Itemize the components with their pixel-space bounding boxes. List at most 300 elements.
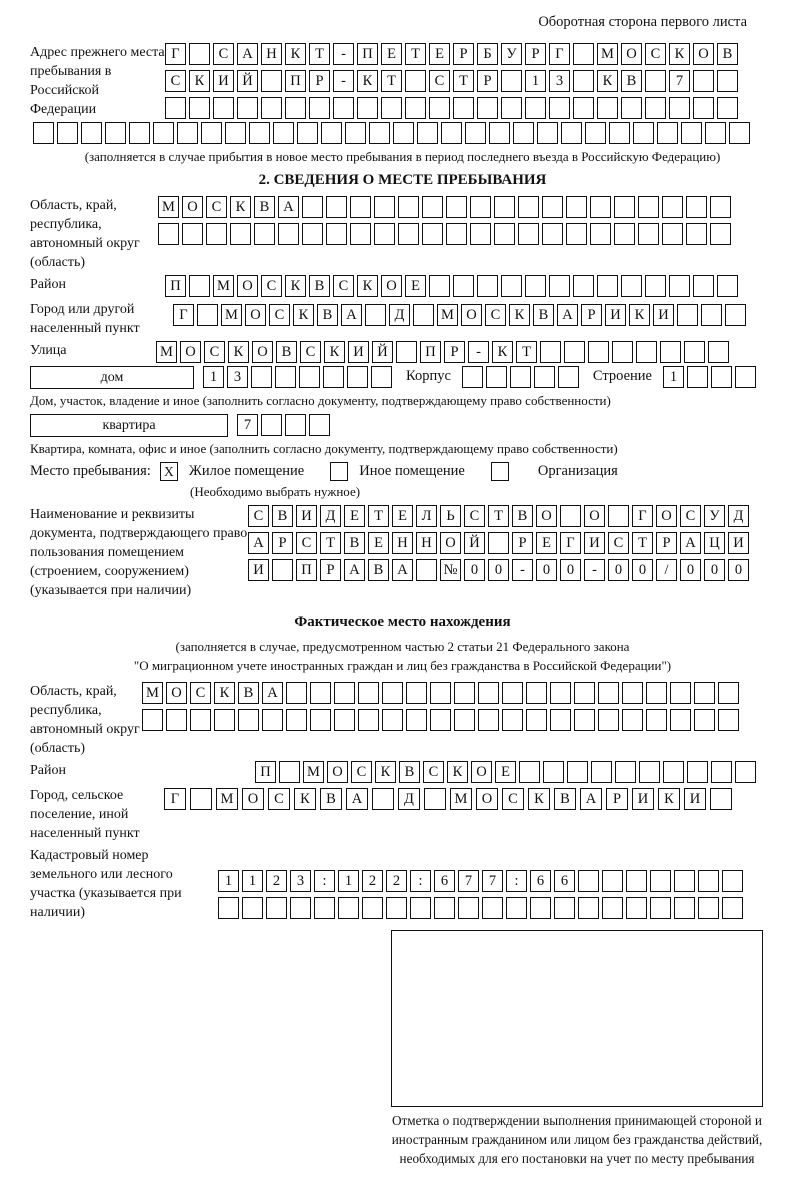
form-cell: [549, 97, 570, 119]
form-cell: [513, 122, 534, 144]
form-cell: И: [653, 304, 674, 326]
form-cell: 2: [386, 870, 407, 892]
form-cell: 0: [704, 559, 725, 581]
prev-address-row-3: [165, 97, 741, 119]
form-cell: [338, 897, 359, 919]
form-cell: 1: [242, 870, 263, 892]
form-cell: В: [320, 788, 342, 810]
form-cell: Т: [320, 532, 341, 554]
form-cell: [57, 122, 78, 144]
form-cell: :: [506, 870, 527, 892]
form-cell: Д: [320, 505, 341, 527]
form-cell: О: [252, 341, 273, 363]
form-cell: [621, 275, 642, 297]
form-cell: [237, 97, 258, 119]
form-cell: [422, 196, 443, 218]
form-cell: М: [216, 788, 238, 810]
form-cell: [321, 122, 342, 144]
house-row: [30, 366, 775, 389]
form-cell: [153, 122, 174, 144]
cadastral-label: Кадастровый номер земельного или лесного участка (указывается при наличии): [30, 848, 182, 920]
form-cell: К: [447, 761, 468, 783]
form-cell: [261, 70, 282, 92]
form-cell: [698, 870, 719, 892]
form-cell: [310, 682, 331, 704]
form-cell: Ь: [440, 505, 461, 527]
form-cell: [530, 897, 551, 919]
korpus-label: Корпус: [406, 368, 451, 384]
document-row-1: [248, 505, 752, 527]
form-cell: О: [536, 505, 557, 527]
street-row: [156, 341, 732, 363]
form-cell: Е: [381, 43, 402, 65]
form-cell: Н: [261, 43, 282, 65]
form-cell: [453, 97, 474, 119]
apartment-row: [30, 414, 775, 437]
form-cell: [590, 223, 611, 245]
form-cell: [177, 122, 198, 144]
form-cell: С: [190, 682, 211, 704]
form-cell: [453, 275, 474, 297]
apartment-cells: [237, 414, 333, 436]
form-cell: [406, 709, 427, 731]
form-cell: [622, 709, 643, 731]
form-cell: 0: [632, 559, 653, 581]
form-cell: В: [272, 505, 293, 527]
district-row: [165, 275, 741, 297]
form-cell: В: [254, 196, 275, 218]
form-cell: [626, 897, 647, 919]
form-cell: [636, 341, 657, 363]
form-cell: -: [333, 43, 354, 65]
form-cell: [413, 304, 434, 326]
form-cell: [698, 897, 719, 919]
form-cell: [566, 223, 587, 245]
form-cell: А: [278, 196, 299, 218]
form-cell: 1: [203, 366, 224, 388]
form-cell: О: [327, 761, 348, 783]
prev-address-row-1: [165, 43, 741, 65]
stay-type-row: [30, 462, 775, 481]
form-cell: [189, 43, 210, 65]
form-cell: [371, 366, 392, 388]
form-cell: [717, 275, 738, 297]
actual-region-row-1: [142, 682, 742, 704]
form-cell: [405, 70, 426, 92]
form-cell: Е: [344, 505, 365, 527]
form-cell: [711, 761, 732, 783]
form-cell: [510, 366, 531, 388]
form-cell: [660, 341, 681, 363]
form-cell: [396, 341, 417, 363]
form-cell: С: [645, 43, 666, 65]
form-cell: [302, 196, 323, 218]
form-cell: С: [300, 341, 321, 363]
form-cell: К: [294, 788, 316, 810]
form-cell: К: [669, 43, 690, 65]
form-cell: [249, 122, 270, 144]
form-cell: [614, 196, 635, 218]
form-cell: [578, 870, 599, 892]
form-cell: О: [693, 43, 714, 65]
district-field: [30, 275, 775, 297]
form-cell: [334, 709, 355, 731]
form-cell: [494, 223, 515, 245]
form-cell: К: [285, 43, 306, 65]
form-cell: [602, 870, 623, 892]
form-cell: [560, 505, 581, 527]
form-cell: [285, 97, 306, 119]
form-cell: [526, 709, 547, 731]
form-cell: [430, 709, 451, 731]
form-cell: [645, 97, 666, 119]
form-cell: [297, 122, 318, 144]
form-cell: [310, 709, 331, 731]
form-cell: [717, 70, 738, 92]
form-cell: [615, 761, 636, 783]
actual-location-note-2: "О миграционном учете иностранных граждан и лиц без гражданства в Российской Федерации"): [133, 658, 672, 673]
form-cell: К: [629, 304, 650, 326]
form-cell: 1: [663, 366, 684, 388]
form-cell: [410, 897, 431, 919]
form-cell: С: [213, 43, 234, 65]
region-row-2: [158, 223, 734, 245]
form-cell: О: [245, 304, 266, 326]
form-cell: :: [314, 870, 335, 892]
form-cell: С: [296, 532, 317, 554]
form-cell: [225, 122, 246, 144]
form-cell: Г: [165, 43, 186, 65]
form-cell: О: [461, 304, 482, 326]
stay-option-other-label: Иное помещение: [359, 463, 465, 479]
form-cell: И: [684, 788, 706, 810]
prev-address-note: (заполняется в случае прибытия в новое место пребывания в период последнего въезда в Российскую Федерацию): [84, 149, 721, 164]
form-cell: И: [584, 532, 605, 554]
form-cell: [190, 709, 211, 731]
stay-option-residential-label: Жилое помещение: [188, 463, 305, 479]
form-cell: К: [324, 341, 345, 363]
form-cell: К: [293, 304, 314, 326]
form-cell: Ц: [704, 532, 725, 554]
form-cell: В: [368, 559, 389, 581]
form-cell: [674, 897, 695, 919]
form-cell: [213, 97, 234, 119]
form-cell: [585, 122, 606, 144]
city-field: [30, 300, 775, 338]
form-cell: [574, 682, 595, 704]
form-cell: [326, 223, 347, 245]
form-cell: [197, 304, 218, 326]
form-cell: И: [605, 304, 626, 326]
form-cell: [574, 709, 595, 731]
form-cell: К: [597, 70, 618, 92]
actual-city-row: [164, 788, 736, 810]
form-cell: С: [502, 788, 524, 810]
form-cell: [302, 223, 323, 245]
form-cell: П: [420, 341, 441, 363]
form-cell: К: [214, 682, 235, 704]
form-cell: 0: [608, 559, 629, 581]
form-cell: [129, 122, 150, 144]
form-cell: В: [554, 788, 576, 810]
region-row-1: [158, 196, 734, 218]
form-cell: [142, 709, 163, 731]
form-cell: [165, 97, 186, 119]
form-cell: 3: [290, 870, 311, 892]
form-cell: 6: [554, 870, 575, 892]
form-cell: [309, 97, 330, 119]
form-cell: Т: [381, 70, 402, 92]
form-cell: [482, 897, 503, 919]
actual-location-title: Фактическое место нахождения: [294, 614, 511, 630]
form-cell: [729, 122, 750, 144]
form-cell: О: [656, 505, 677, 527]
form-cell: 7: [237, 414, 258, 436]
form-cell: [686, 223, 707, 245]
form-cell: Р: [525, 43, 546, 65]
form-cell: [597, 97, 618, 119]
form-cell: 1: [338, 870, 359, 892]
form-cell: 6: [434, 870, 455, 892]
form-cell: [693, 97, 714, 119]
form-cell: Р: [606, 788, 628, 810]
form-cell: В: [533, 304, 554, 326]
form-cell: [358, 709, 379, 731]
form-cell: В: [621, 70, 642, 92]
confirmation-stamp-note: Отметка о подтверждении выполнения принимающей стороной и иностранным гражданином или лицом без гражданства действий, необходимых для его постановки на учет по месту пребывания: [391, 1113, 763, 1166]
form-cell: [710, 223, 731, 245]
form-cell: [518, 196, 539, 218]
form-cell: [416, 559, 437, 581]
form-cell: Е: [536, 532, 557, 554]
form-cell: Р: [512, 532, 533, 554]
form-cell: И: [632, 788, 654, 810]
form-cell: [590, 196, 611, 218]
form-cell: [206, 223, 227, 245]
form-cell: Т: [453, 70, 474, 92]
form-cell: 7: [458, 870, 479, 892]
stay-option-organization-label: Организация: [537, 463, 618, 479]
form-cell: [286, 682, 307, 704]
form-cell: Д: [728, 505, 749, 527]
form-cell: В: [276, 341, 297, 363]
form-cell: К: [357, 275, 378, 297]
form-cell: М: [221, 304, 242, 326]
form-cell: [33, 122, 54, 144]
form-cell: Н: [392, 532, 413, 554]
form-cell: [272, 559, 293, 581]
form-cell: Е: [392, 505, 413, 527]
form-cell: А: [346, 788, 368, 810]
form-cell: [645, 70, 666, 92]
form-cell: [254, 223, 275, 245]
form-cell: [422, 223, 443, 245]
form-cell: [710, 788, 732, 810]
form-cell: Р: [453, 43, 474, 65]
form-cell: [687, 366, 708, 388]
form-cell: К: [375, 761, 396, 783]
form-cell: [638, 196, 659, 218]
form-cell: [405, 97, 426, 119]
form-cell: Р: [320, 559, 341, 581]
form-cell: [369, 122, 390, 144]
form-cell: Д: [389, 304, 410, 326]
form-cell: [446, 223, 467, 245]
actual-location-note-1: (заполняется в случае, предусмотренном частью 2 статьи 21 Федерального закона: [175, 639, 630, 654]
stroenie-label: Строение: [592, 368, 652, 384]
form-cell: [621, 97, 642, 119]
stroenie-cells: [663, 366, 759, 388]
form-cell: А: [580, 788, 602, 810]
form-cell: [534, 366, 555, 388]
form-cell: [230, 223, 251, 245]
form-cell: [262, 709, 283, 731]
form-cell: Б: [477, 43, 498, 65]
form-cell: [429, 275, 450, 297]
confirmation-stamp-area: [391, 930, 763, 1168]
korpus-cells: [462, 366, 582, 388]
form-cell: [670, 709, 691, 731]
form-cell: [705, 122, 726, 144]
form-cell: [326, 196, 347, 218]
form-cell: 0: [536, 559, 557, 581]
form-cell: [543, 761, 564, 783]
form-cell: 0: [560, 559, 581, 581]
form-cell: О: [476, 788, 498, 810]
form-cell: [261, 97, 282, 119]
form-cell: П: [296, 559, 317, 581]
form-cell: [526, 682, 547, 704]
form-cell: [725, 304, 746, 326]
form-cell: М: [213, 275, 234, 297]
form-cell: [166, 709, 187, 731]
form-cell: [429, 97, 450, 119]
form-cell: [537, 122, 558, 144]
stay-type-note: (Необходимо выбрать нужное): [190, 484, 361, 499]
actual-district-field: [30, 761, 775, 783]
form-cell: О: [166, 682, 187, 704]
form-cell: [639, 761, 660, 783]
city-row: [173, 304, 749, 326]
form-cell: [558, 366, 579, 388]
confirmation-stamp-box: [391, 930, 763, 1107]
form-cell: 6: [530, 870, 551, 892]
form-cell: 3: [549, 70, 570, 92]
form-cell: :: [410, 870, 431, 892]
form-cell: [374, 196, 395, 218]
form-cell: [381, 97, 402, 119]
form-cell: М: [142, 682, 163, 704]
form-cell: [285, 414, 306, 436]
form-cell: [614, 223, 635, 245]
house-type-box: дом: [30, 366, 194, 389]
form-cell: Р: [477, 70, 498, 92]
form-cell: К: [509, 304, 530, 326]
form-cell: [694, 709, 715, 731]
page-header-note: Оборотная сторона первого листа: [538, 14, 747, 30]
form-cell: [278, 223, 299, 245]
form-cell: [718, 682, 739, 704]
form-cell: [502, 709, 523, 731]
form-cell: [686, 196, 707, 218]
form-cell: В: [238, 682, 259, 704]
form-cell: Й: [237, 70, 258, 92]
house-note: Дом, участок, владение и иное (заполнить согласно документу, подтверждающему право собственности): [30, 393, 611, 408]
house-number-cells: [203, 366, 395, 388]
form-cell: [735, 761, 756, 783]
form-cell: -: [333, 70, 354, 92]
form-cell: [669, 275, 690, 297]
form-cell: 0: [488, 559, 509, 581]
form-cell: [501, 275, 522, 297]
form-cell: [218, 897, 239, 919]
form-cell: [693, 70, 714, 92]
form-cell: Й: [372, 341, 393, 363]
form-cell: [323, 366, 344, 388]
form-cell: С: [333, 275, 354, 297]
form-cell: К: [228, 341, 249, 363]
form-cell: [182, 223, 203, 245]
form-cell: [550, 709, 571, 731]
form-cell: А: [557, 304, 578, 326]
form-cell: [693, 275, 714, 297]
form-cell: А: [237, 43, 258, 65]
form-cell: [701, 304, 722, 326]
form-cell: [454, 709, 475, 731]
form-cell: М: [597, 43, 618, 65]
form-cell: Р: [272, 532, 293, 554]
actual-city-field: [30, 786, 775, 843]
form-cell: П: [285, 70, 306, 92]
form-cell: [677, 304, 698, 326]
actual-region-row-2: [142, 709, 742, 731]
district-label: Район: [30, 277, 66, 292]
form-cell: Е: [429, 43, 450, 65]
form-cell: [477, 275, 498, 297]
form-cell: [279, 761, 300, 783]
form-cell: [441, 122, 462, 144]
form-cell: 2: [266, 870, 287, 892]
apartment-note: Квартира, комната, офис и иное (заполнить согласно документу, подтверждающему право собственности): [30, 441, 618, 456]
form-cell: С: [485, 304, 506, 326]
form-cell: [458, 897, 479, 919]
form-cell: 0: [680, 559, 701, 581]
form-cell: [266, 897, 287, 919]
form-cell: [358, 682, 379, 704]
form-cell: В: [344, 532, 365, 554]
form-cell: С: [165, 70, 186, 92]
form-cell: М: [156, 341, 177, 363]
form-cell: [646, 709, 667, 731]
form-cell: [417, 122, 438, 144]
street-field: [30, 341, 775, 363]
form-cell: №: [440, 559, 461, 581]
city-label: Город или другой населенный пункт: [30, 302, 140, 336]
form-cell: О: [242, 788, 264, 810]
form-cell: М: [303, 761, 324, 783]
form-cell: [189, 97, 210, 119]
cadastral-field: [30, 846, 775, 922]
form-cell: Р: [444, 341, 465, 363]
form-cell: [347, 366, 368, 388]
form-cell: [290, 897, 311, 919]
form-cell: И: [213, 70, 234, 92]
form-cell: С: [423, 761, 444, 783]
form-cell: И: [348, 341, 369, 363]
form-cell: [309, 414, 330, 436]
form-cell: [663, 761, 684, 783]
form-cell: [242, 897, 263, 919]
